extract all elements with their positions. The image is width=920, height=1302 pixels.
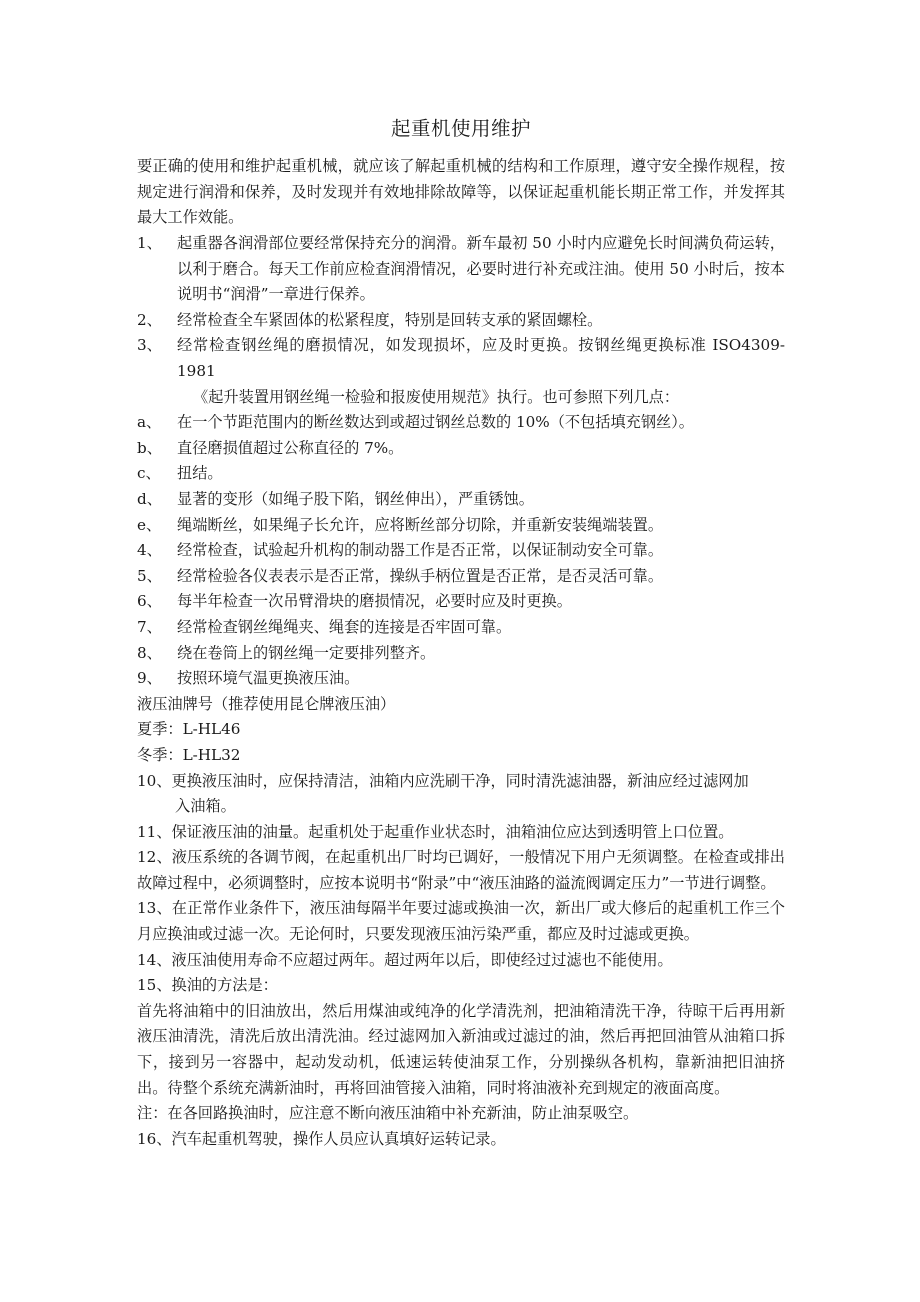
- list-item-text: 经常检查全车紧固体的松紧程度，特别是回转支承的紧固螺栓。: [177, 310, 603, 329]
- list-marker: a、: [137, 413, 162, 432]
- list-item: [137, 231, 785, 308]
- list-marker: 8、: [137, 643, 162, 662]
- winter-oil-grade: L-HL32: [182, 745, 241, 764]
- list-marker: b、: [137, 438, 162, 457]
- page-title: 起重机使用维护: [390, 117, 531, 140]
- list-marker: c、: [137, 464, 161, 483]
- list-marker: 1、: [137, 234, 162, 253]
- list-marker: 3、: [137, 336, 162, 355]
- list-item: 10、更换液压油时，应保持清洁，油箱内应洗刷干净，同时清洗滤油器，新油应经过滤网加: [137, 771, 749, 790]
- list-marker: 4、: [137, 541, 162, 560]
- list-item: [137, 589, 785, 615]
- summer-oil-grade-line: [137, 717, 785, 743]
- list-item-continuation: 《起升装置用钢丝绳一检验和报废使用规范》执行。也可参照下列几点：: [193, 387, 679, 406]
- list-item: [137, 308, 785, 334]
- list-item: 15、换油的方法是：: [137, 976, 278, 995]
- list-item: [137, 538, 785, 564]
- list-item-text: 起重器各润滑部位要经常保持充分的润滑。新车最初 50 小时内应避免长时间满负荷运转，以利于磨合。每天工作前应检查润滑情况，必要时进行补充或注油。使用 50 小时后，按本说明书“润滑”一章进行保养。: [177, 234, 785, 304]
- list-item-text: 直径磨损值超过公称直径的 7%。: [177, 438, 404, 457]
- list-item: 14、液压油使用寿命不应超过两年。超过两年以后，即使经过过滤也不能使用。: [137, 950, 673, 969]
- list-item-text: 在一个节距范围内的断丝数达到或超过钢丝总数的 10%（不包括填充钢丝）。: [177, 413, 694, 432]
- list-item: 11、保证液压油的油量。起重机处于起重作业状态时，油箱油位应达到透明管上口位置。: [137, 822, 734, 841]
- list-item-text: 每半年检查一次吊臂滑块的磨损情况，必要时应及时更换。: [177, 592, 572, 611]
- list-item: [137, 436, 785, 462]
- list-item-text: 显著的变形（如绳子股下陷，钢丝伸出），严重锈蚀。: [177, 489, 534, 508]
- list-item: 13、在正常作业条件下，液压油每隔半年要过滤或换油一次，新出厂或大修后的起重机工作三个月应换油或过滤一次。无论何时，只要发现液压油污染严重，都应及时过滤或更换。: [137, 899, 785, 944]
- list-item: [137, 461, 785, 487]
- list-item: [137, 333, 785, 384]
- note-line: 注：在各回路换油时，应注意不断向液压油箱中补充新油，防止油泵吸空。: [137, 1104, 639, 1123]
- list-item-text: 经常检查钢丝绳的磨损情况，如发现损坏，应及时更换。按钢丝绳更换标准 ISO4309-1981: [177, 336, 785, 380]
- list-marker: 5、: [137, 566, 162, 585]
- list-item-text: 绳端断丝，如果绳子长允许，应将断丝部分切除，并重新安装绳端装置。: [177, 515, 663, 534]
- list-item: [137, 615, 785, 641]
- list-item: [137, 641, 785, 667]
- list-marker: 2、: [137, 310, 162, 329]
- winter-oil-label: 冬季：: [137, 745, 183, 764]
- list-item-body: 首先将油箱中的旧油放出，然后用煤油或纯净的化学清洗剂，把油箱清洗干净，待晾干后再用新液压油清洗，清洗后放出清洗油。经过滤网加入新油或过滤过的油，然后再把回油管从油箱口拆下，接到另一容器中，起动发动机，低速运转使油泵工作，分别操纵各机构，靠新油把旧油挤出。待整个系统充满新油时，再将回油管接入油箱，同时将油液补充到规定的液面高度。: [137, 1001, 785, 1097]
- list-marker: 7、: [137, 617, 162, 636]
- list-item-text: 经常检验各仪表表示是否正常，操纵手柄位置是否正常，是否灵活可靠。: [177, 566, 663, 585]
- list-item-text: 经常检查，试验起升机构的制动器工作是否正常，以保证制动安全可靠。: [177, 541, 663, 560]
- list-item-text: 扭结。: [177, 464, 223, 483]
- list-item: [137, 487, 785, 513]
- hydraulic-oil-heading: 液压油牌号（推荐使用昆仑牌液压油）: [137, 694, 396, 713]
- document-content: [137, 0, 785, 1152]
- list-marker: d、: [137, 489, 162, 508]
- summer-oil-label: 夏季：: [137, 720, 183, 739]
- list-marker: 9、: [137, 669, 162, 688]
- list-item-text: 绕在卷筒上的钢丝绳一定要排列整齐。: [177, 643, 436, 662]
- summer-oil-grade: L-HL46: [182, 720, 241, 739]
- list-item-text: 按照环境气温更换液压油。: [177, 669, 360, 688]
- list-item: [137, 410, 785, 436]
- list-item: 16、汽车起重机驾驶，操作人员应认真填好运转记录。: [137, 1129, 506, 1148]
- list-item: 12、液压系统的各调节阀，在起重机出厂时均已调好，一般情况下用户无须调整。在检查或排出故障过程中，必须调整时，应按本说明书“附录”中“液压油路的溢流阀调定压力”一节进行调整。: [137, 848, 785, 892]
- intro-paragraph: 要正确的使用和维护起重机械，就应该了解起重机械的结构和工作原理，遵守安全操作规程，按规定进行润滑和保养，及时发现并有效地排除故障等，以保证起重机能长期正常工作，并发挥其最大工作效能。: [137, 157, 785, 227]
- list-marker: e、: [137, 515, 162, 534]
- list-item-text: 经常检查钢丝绳绳夹、绳套的连接是否牢固可靠。: [177, 617, 512, 636]
- list-item-continuation: 入油箱。: [175, 797, 236, 816]
- list-item: [137, 666, 785, 692]
- list-item: [137, 564, 785, 590]
- winter-oil-grade-line: [137, 743, 785, 769]
- list-marker: 6、: [137, 592, 162, 611]
- list-item: [137, 513, 785, 539]
